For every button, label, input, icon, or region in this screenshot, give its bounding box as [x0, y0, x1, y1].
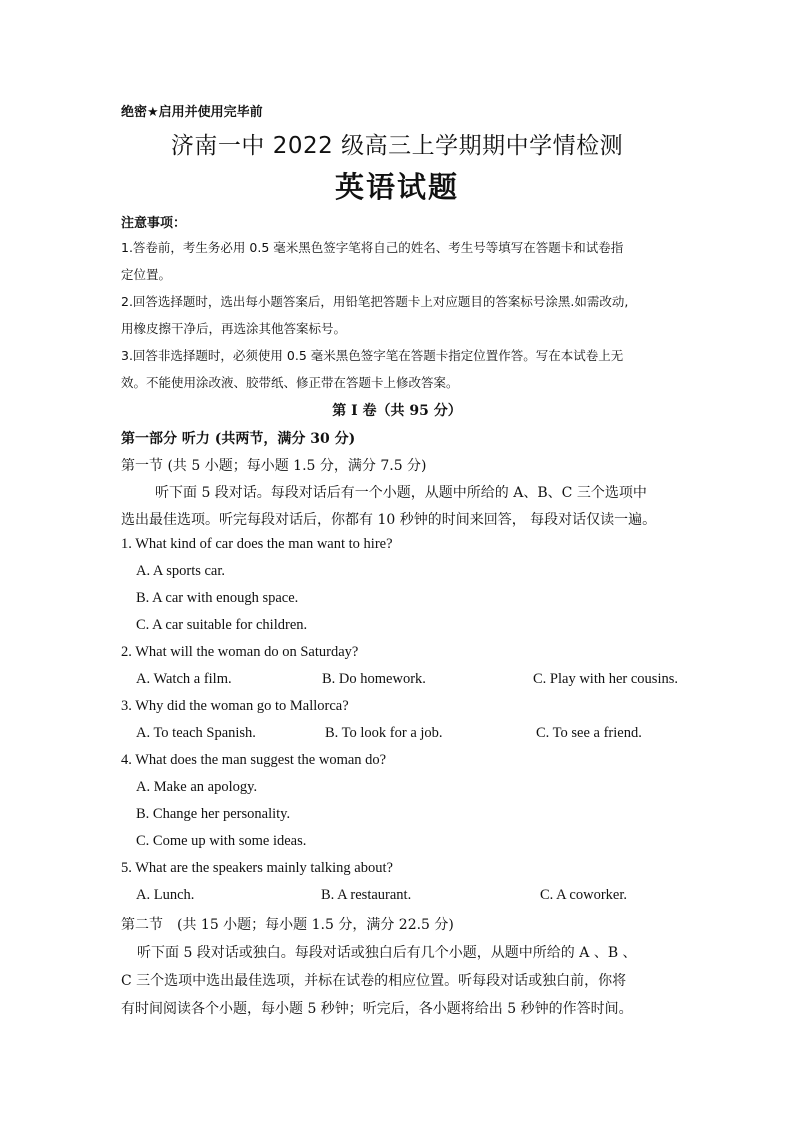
- notice-line: 定位置。: [121, 267, 172, 282]
- section1-title: 第一节 (共 5 小题；每小题 1.5 分，满分 7.5 分): [121, 458, 427, 474]
- option: A. Lunch.: [136, 887, 195, 903]
- option: A. A sports car.: [136, 563, 226, 579]
- exam-title: 济南一中 2022 级高三上学期期中学情检测: [170, 133, 624, 159]
- option: B. A restaurant.: [321, 887, 412, 903]
- option: B. Do homework.: [322, 671, 426, 687]
- notice-heading: 注意事项：: [121, 216, 187, 231]
- option: B. To look for a job.: [325, 725, 443, 741]
- volume-heading: 第 I 卷（共 95 分）: [332, 403, 462, 419]
- subject-title: 英语试题: [334, 170, 459, 204]
- option: C. A coworker.: [540, 887, 627, 903]
- confidential-seal: 绝密★启用并使用完毕前: [121, 105, 263, 120]
- option: C. To see a friend.: [536, 725, 642, 741]
- section2-intro: 有时间阅读各个小题，每小题 5 秒钟；听完后，各小题将给出 5 秒钟的作答时间。: [121, 1001, 633, 1017]
- section2-intro: C 三个选项中选出最佳选项，并标在试卷的相应位置。听每段对话或独白前，你将: [121, 973, 627, 989]
- option: B. A car with enough space.: [136, 590, 299, 606]
- option: C. Play with her cousins.: [533, 671, 678, 687]
- part1-title: 第一部分 听力 (共两节，满分 30 分): [121, 431, 356, 447]
- question-stem: 3. Why did the woman go to Mallorca?: [121, 698, 349, 714]
- section1-intro: 听下面 5 段对话。每段对话后有一个小题，从题中所给的 A、B、C 三个选项中: [155, 485, 647, 501]
- section1-intro: 选出最佳选项。听完每段对话后，你都有 10 秒钟的时间来回答， 每段对话仅读一遍。: [121, 512, 657, 528]
- question-stem: 1. What kind of car does the man want to hire?: [121, 536, 393, 552]
- section2-intro: 听下面 5 段对话或独白。每段对话或独白后有几个小题，从题中所给的 A 、B 、: [137, 945, 637, 961]
- option: B. Change her personality.: [136, 806, 291, 822]
- question-stem: 5. What are the speakers mainly talking about?: [121, 860, 393, 876]
- option: C. Come up with some ideas.: [136, 833, 307, 849]
- option: C. A car suitable for children.: [136, 617, 308, 633]
- section2-title: 第二节 (共 15 小题；每小题 1.5 分，满分 22.5 分): [121, 917, 454, 933]
- question-stem: 2. What will the woman do on Saturday?: [121, 644, 359, 660]
- option: A. To teach Spanish.: [136, 725, 256, 741]
- option: A. Make an apology.: [136, 779, 258, 795]
- question-stem: 4. What does the man suggest the woman do?: [121, 752, 387, 768]
- notice-line: 2.回答选择题时，选出每小题答案后，用铅笔把答题卡上对应题目的答案标号涂黑.如需改动,: [121, 294, 629, 309]
- notice-line: 效。不能使用涂改液、胶带纸、修正带在答题卡上修改答案。: [121, 375, 459, 390]
- notice-line: 1.答卷前，考生务必用 0.5 毫米黑色签字笔将自己的姓名、考生号等填写在答题卡和试卷指: [121, 240, 624, 255]
- option: A. Watch a film.: [136, 671, 232, 687]
- notice-line: 3.回答非选择题时，必须使用 0.5 毫米黑色签字笔在答题卡指定位置作答。写在本试卷上无: [121, 348, 624, 363]
- notice-line: 用橡皮擦干净后，再选涂其他答案标号。: [121, 321, 347, 336]
